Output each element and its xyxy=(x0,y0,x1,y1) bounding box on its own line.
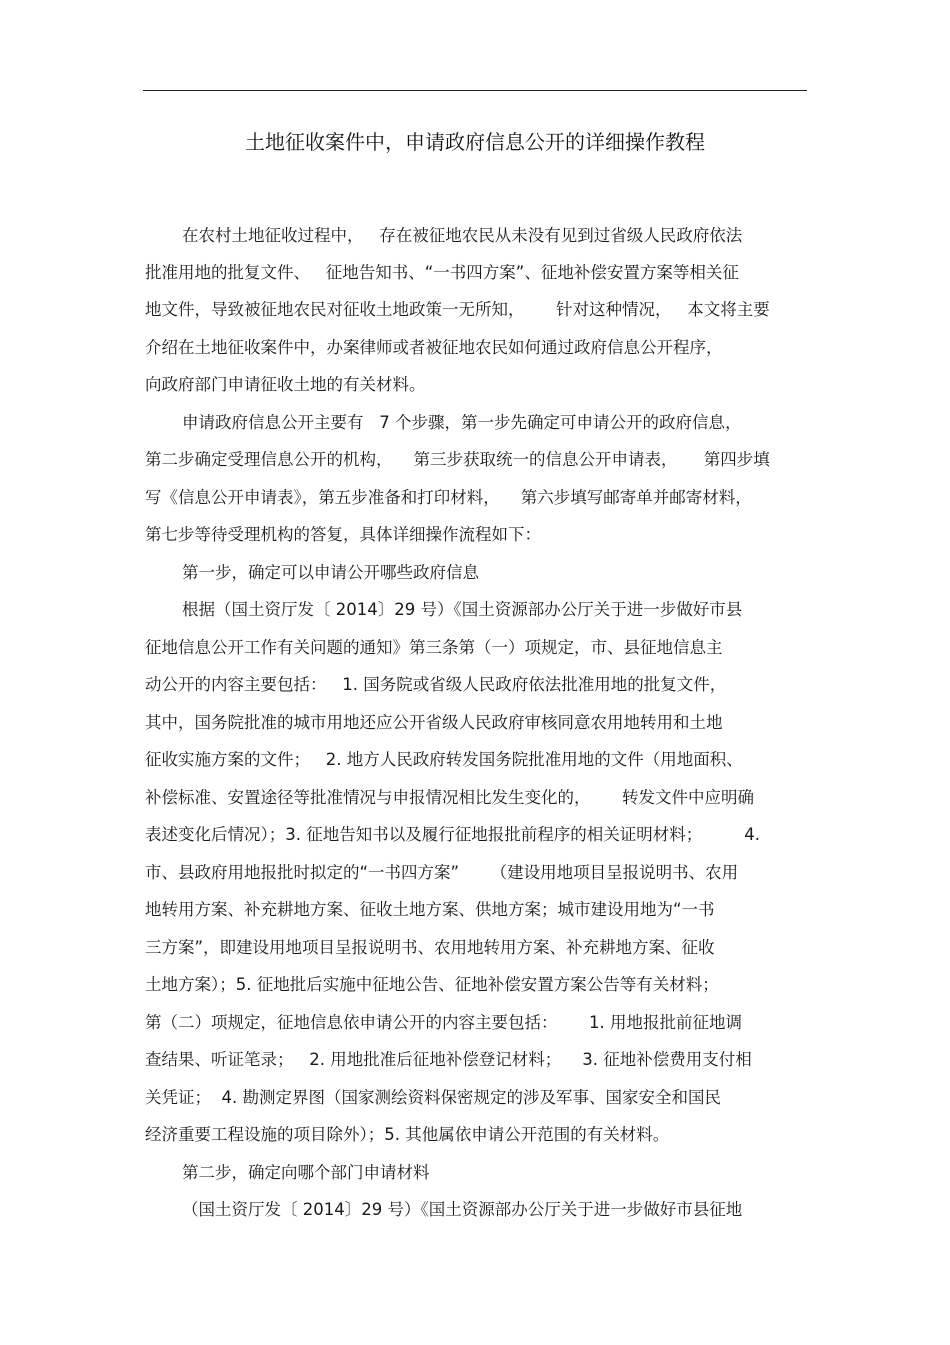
body-line: 地转用方案、补充耕地方案、征收土地方案、供地方案；城市建设用地为“一书 xyxy=(145,900,715,919)
document-title: 土地征收案件中，申请政府信息公开的详细操作教程 xyxy=(245,130,705,154)
body-line: 征地信息公开工作有关问题的通知》第三条第（一）项规定，市、县征地信息主 xyxy=(145,638,723,657)
body-line: 在农村土地征收过程中， 存在被征地农民从未没有见到过省级人民政府依法 xyxy=(182,226,743,245)
body-line: 根据（国土资厅发〔 2014〕29 号）《国土资源部办公厅关于进一步做好市县 xyxy=(182,600,743,619)
body-line: 批准用地的批复文件、 征地告知书、“一书四方案”、征地补偿安置方案等相关征 xyxy=(145,263,739,282)
body-line: 动公开的内容主要包括： 1. 国务院或省级人民政府依法批准用地的批复文件， xyxy=(145,675,727,694)
body-line: （国土资厅发〔 2014〕29 号）《国土资源部办公厅关于进一步做好市县征地 xyxy=(182,1200,743,1219)
body-line: 表述变化后情况）；3. 征地告知书以及履行征地报批前程序的相关证明材料； 4. xyxy=(145,825,760,844)
body-line: 其中，国务院批准的城市用地还应公开省级人民政府审核同意农用地转用和土地 xyxy=(145,713,723,732)
body-line: 申请政府信息公开主要有 7 个步骤，第一步先确定可申请公开的政府信息， xyxy=(182,413,742,432)
body-line: 补偿标准、安置途径等批准情况与申报情况相比发生变化的， 转发文件中应明确 xyxy=(145,788,754,807)
body-line: 地文件，导致被征地农民对征收土地政策一无所知， 针对这种情况， 本文将主要 xyxy=(145,300,770,319)
step-heading: 第二步，确定向哪个部门申请材料 xyxy=(182,1163,430,1182)
body-line: 征收实施方案的文件； 2. 地方人民政府转发国务院批准用地的文件（用地面积、 xyxy=(145,750,743,769)
body-line: 三方案”，即建设用地项目呈报说明书、农用地转用方案、补充耕地方案、征收 xyxy=(145,938,715,957)
body-line: 经济重要工程设施的项目除外）；5. 其他属依申请公开范围的有关材料。 xyxy=(145,1125,670,1144)
body-line: 第（二）项规定，征地信息依申请公开的内容主要包括： 1. 用地报批前征地调 xyxy=(145,1013,742,1032)
body-line: 写《信息公开申请表》，第五步准备和打印材料， 第六步填写邮寄单并邮寄材料， xyxy=(145,488,752,507)
body-line: 土地方案）；5. 征地批后实施中征地公告、征地补偿安置方案公告等有关材料； xyxy=(145,975,719,994)
body-line: 市、县政府用地报批时拟定的“一书四方案” （建设用地项目呈报说明书、农用 xyxy=(145,863,739,882)
body-line: 查结果、听证笔录； 2. 用地批准后征地补偿登记材料； 3. 征地补偿费用支付相 xyxy=(145,1050,752,1069)
header-rule xyxy=(143,90,807,91)
body-line: 介绍在土地征收案件中，办案律师或者被征地农民如何通过政府信息公开程序， xyxy=(145,338,723,357)
body-line: 第七步等待受理机构的答复，具体详细操作流程如下： xyxy=(145,525,541,544)
body-line: 第二步确定受理信息公开的机构， 第三步获取统一的信息公开申请表， 第四步填 xyxy=(145,450,770,469)
step-heading: 第一步，确定可以申请公开哪些政府信息 xyxy=(182,563,479,582)
body-line: 关凭证； 4. 勘测定界图（国家测绘资料保密规定的涉及军事、国家安全和国民 xyxy=(145,1088,721,1107)
body-line: 向政府部门申请征收土地的有关材料。 xyxy=(145,375,426,394)
